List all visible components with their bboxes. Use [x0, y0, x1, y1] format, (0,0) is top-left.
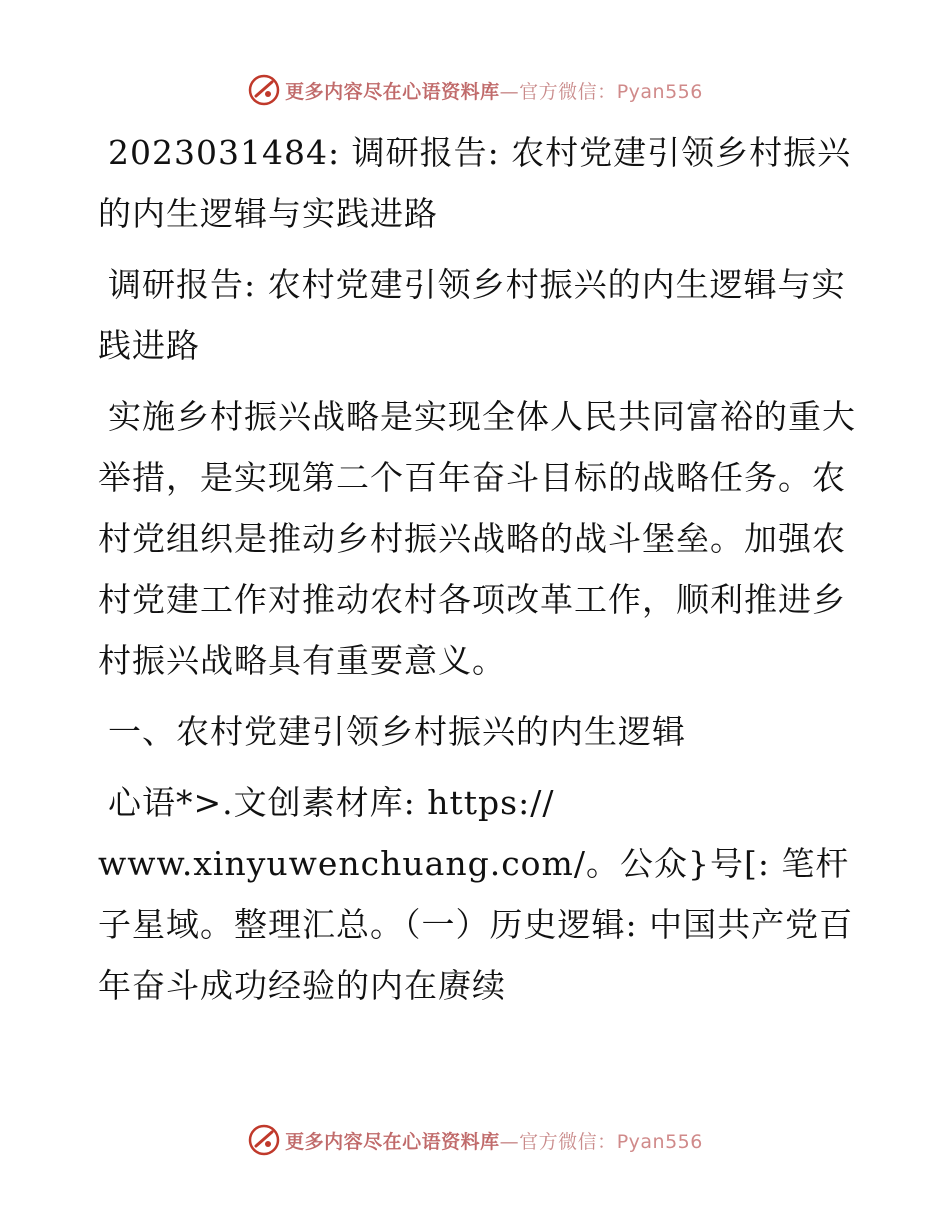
watermark-wechat-account: Pyan556 — [616, 1130, 703, 1153]
watermark-separator: — — [499, 1130, 520, 1153]
logo-icon — [247, 73, 281, 107]
document-body — [98, 122, 858, 1026]
document-title: 2023031484: 调研报告: 农村党建引领乡村振兴的内生逻辑与实践进路 — [98, 133, 852, 233]
footer-watermark — [0, 1120, 950, 1160]
header-watermark — [0, 70, 950, 110]
watermark-brand: 更多内容尽在心语资料库 — [285, 80, 500, 103]
watermark-wechat-label: 官方微信： — [519, 80, 617, 103]
watermark-brand: 更多内容尽在心语资料库 — [285, 1130, 500, 1153]
section-heading: 一、农村党建引领乡村振兴的内生逻辑 — [108, 712, 686, 751]
body-paragraph: 实施乡村振兴战略是实现全体人民共同富裕的重大举措，是实现第二个百年奋斗目标的战略任务。农村党组织是推动乡村振兴战略的战斗堡垒。加强农村党建工作对推动农村各项改革工作，顺利推进乡村振兴战略具有重要意义。 — [98, 397, 856, 680]
logo-icon — [247, 1123, 281, 1157]
watermark-separator: — — [499, 80, 520, 103]
document-subtitle: 调研报告: 农村党建引领乡村振兴的内生逻辑与实践进路 — [98, 265, 846, 365]
watermark-wechat-account: Pyan556 — [616, 80, 703, 103]
watermark-wechat-label: 官方微信： — [519, 1130, 617, 1153]
source-paragraph: www.xinyuwenchuang.com/。公众}号[: 笔杆子星域。整理汇总。（一）历史逻辑: 中国共产党百年奋斗成功经验的内在赓续 — [98, 844, 854, 1005]
source-line: 心语*>.文创素材库: https:// — [108, 783, 555, 822]
